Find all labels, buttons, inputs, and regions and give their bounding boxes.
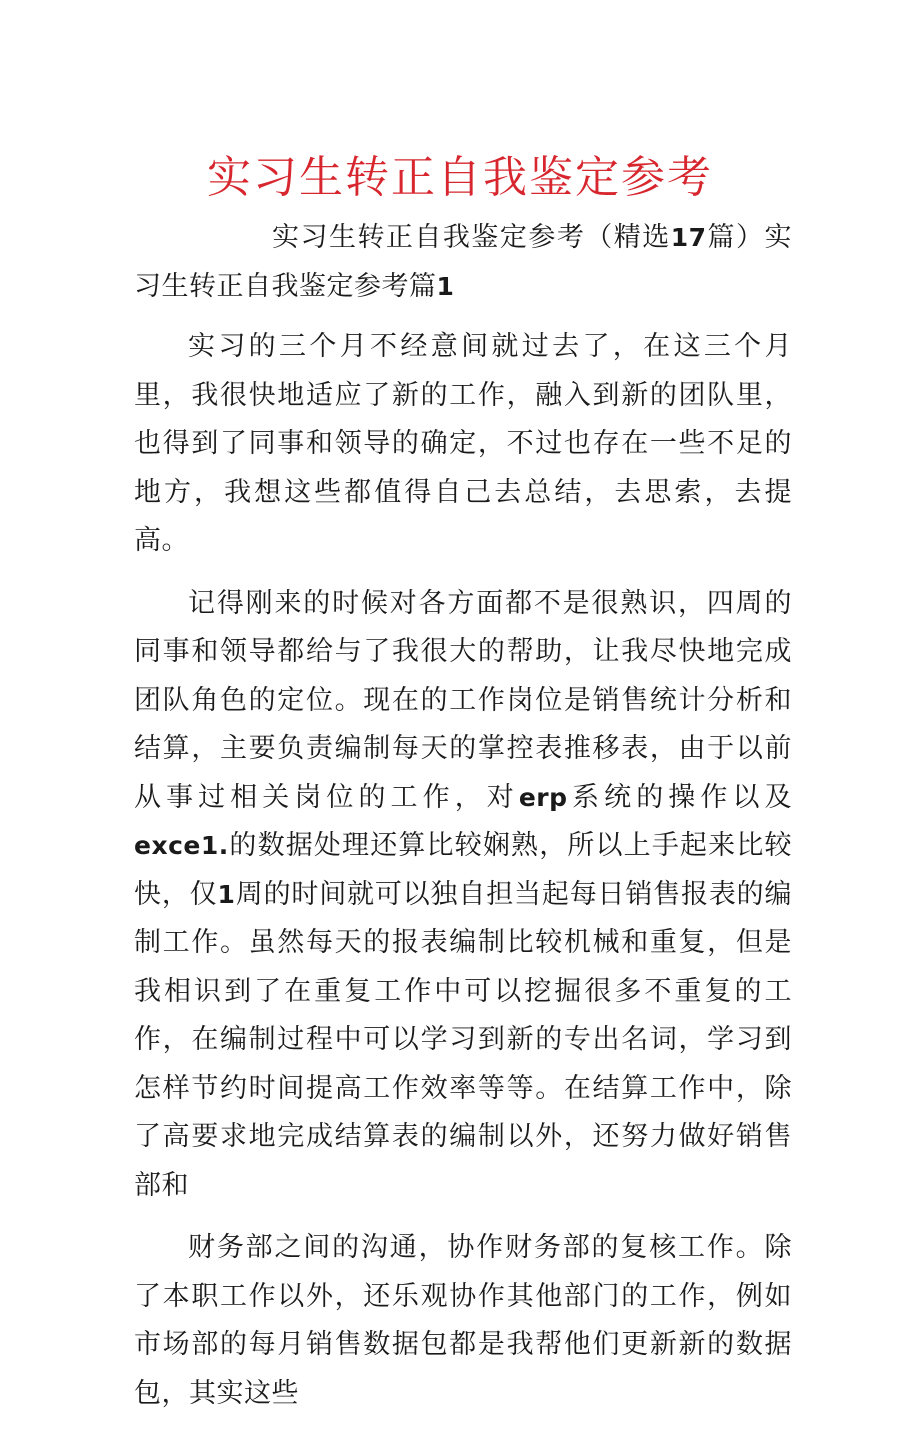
intro-text-1: 实习生转正自我鉴定参考（精选 <box>272 222 671 253</box>
paragraph-2-text-1: 记得刚来的时候对各方面都不是很熟识，四周的同事和领导都给与了我很大的帮助，让我尽快地完成团队角色的定位。现在的工作岗位是销售统计分析和结算，主要负责编制每天的掌控表推移表，由于以前从事过相关岗位的工作，对 <box>134 587 792 813</box>
intro-number-2: 1 <box>436 271 455 301</box>
intro-paragraph <box>134 214 792 311</box>
intro-number-1: 17 <box>670 223 707 252</box>
paragraph-1: 实习的三个月不经意间就过去了，在这三个月里，我很快地适应了新的工作，融入到新的团队里，也得到了同事和领导的确定，不过也存在一些不足的地方，我想这些都值得自己去总结，去思索，去提高。 <box>134 331 792 556</box>
intro-text-2: 篇）实习生转正自我鉴定参考篇 <box>134 222 793 302</box>
paragraph-3: 财务部之间的沟通，协作财务部的复核工作。除了本职工作以外，还乐观协作其他部门的工作，例如市场部的每月销售数据包都是我帮他们更新新的数据包，其实这些 <box>134 1232 792 1409</box>
paragraph-2-text-3: 的数据处理还算比较娴熟，所以上手起来比较快，仅 <box>134 830 792 910</box>
erp-term: erp <box>518 782 568 812</box>
excel-term: exce1. <box>134 831 229 860</box>
paragraph-2-text-4: 周的时间就可以独自担当起每日销售报表的编制工作。虽然每天的报表编制比较机械和重复，但是我相识到了在重复工作中可以挖掘很多不重复的工作，在编制过程中可以学习到新的专出名词，学习到怎样节约时间提高工作效率等等。在结算工作中，除了高要求地完成结算表的编制以外，还努力做好销售部和 <box>134 878 793 1201</box>
paragraph-2 <box>134 580 792 1211</box>
document-body <box>134 214 792 1432</box>
paragraph-2-text-2: 系统的操作以及 <box>567 781 793 813</box>
paragraph-2-number: 1 <box>217 879 236 909</box>
document-title: 实习生转正自我鉴定参考 <box>207 152 713 203</box>
